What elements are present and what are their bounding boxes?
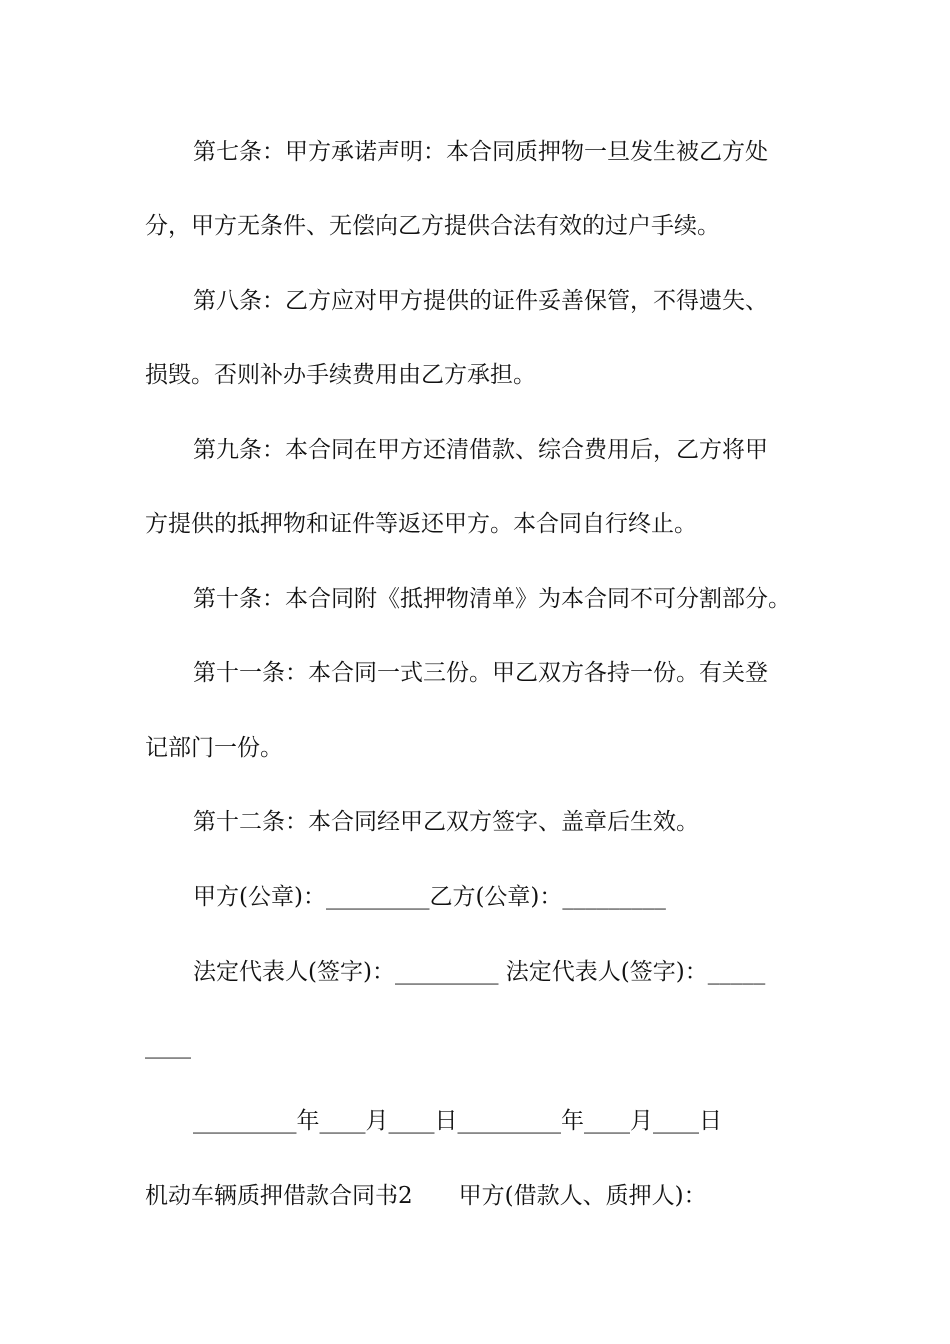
clause-7-line-2: 分，甲方无条件、无偿向乙方提供合法有效的过户手续。 xyxy=(145,213,720,239)
party-seal-line: 甲方(公章)：_________乙方(公章)：_________ xyxy=(193,884,666,910)
legal-rep-signature-line-continued: ____ xyxy=(145,1033,191,1059)
clause-11-line-1: 第十一条：本合同一式三份。甲乙双方各持一份。有关登 xyxy=(193,660,768,686)
clause-12-line-1: 第十二条：本合同经甲乙双方签字、盖章后生效。 xyxy=(193,809,699,835)
clause-10-line-1: 第十条：本合同附《抵押物清单》为本合同不可分割部分。 xyxy=(193,586,791,612)
clause-8-line-2: 损毁。否则补办手续费用由乙方承担。 xyxy=(145,362,536,388)
clause-8-line-1: 第八条：乙方应对甲方提供的证件妥善保管，不得遗失、 xyxy=(193,288,768,314)
legal-rep-signature-line: 法定代表人(签字)：_________ 法定代表人(签字)：_____ xyxy=(193,959,766,985)
clause-9-line-2: 方提供的抵押物和证件等返还甲方。本合同自行终止。 xyxy=(145,511,697,537)
clause-7-line-1: 第七条：甲方承诺声明：本合同质押物一旦发生被乙方处 xyxy=(193,139,768,165)
clause-11-line-2: 记部门一份。 xyxy=(145,735,283,761)
clause-9-line-1: 第九条：本合同在甲方还清借款、综合费用后，乙方将甲 xyxy=(193,437,768,463)
date-line: _________年____月____日_________年____月____日 xyxy=(193,1108,722,1134)
contract-2-title-line: 机动车辆质押借款合同书2 甲方(借款人、质押人)： xyxy=(145,1183,707,1209)
